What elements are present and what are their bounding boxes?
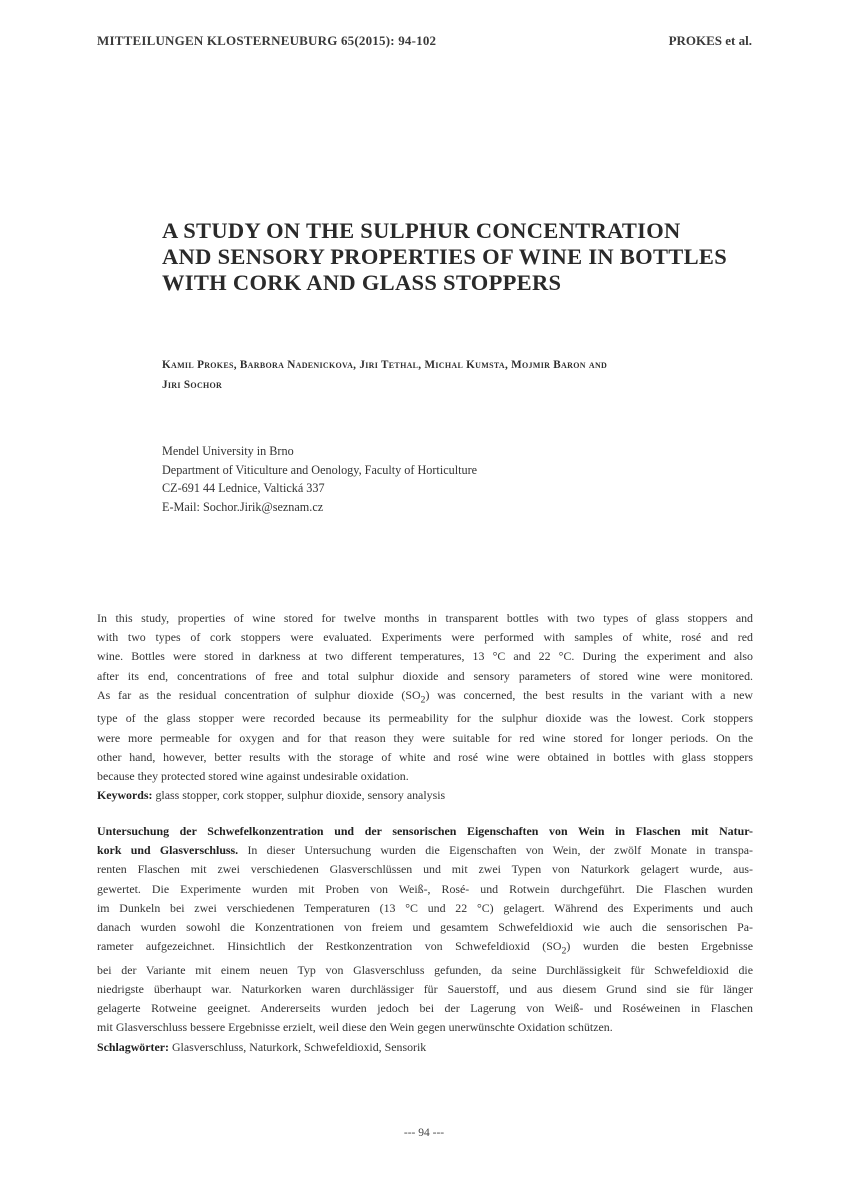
abstract-line: gelagerte Rotweine geeignet. Andererseits wurden jedoch bei der Lagerung von Weiß- und Roséweinen in Flaschen: [97, 1001, 753, 1016]
affiliation: [162, 442, 477, 516]
abstract-english: [97, 609, 753, 805]
keywords-label: Keywords:: [97, 788, 153, 803]
abstract-line: renten Flaschen mit zwei verschiedenen Glasverschlüssen und mit zwei Typen von Naturkork gelagert wurde, aus-: [97, 862, 753, 877]
abstract-text: ) was concerned, the best results in the variant with a new: [425, 687, 753, 702]
author-line: Kamil Prokes, Barbora Nadenickova, Jiri Tethal, Michal Kumsta, Mojmir Baron and: [162, 359, 608, 371]
abstract-line: In this study, properties of wine stored for twelve months in transparent bottles with two types of glass stoppers and: [97, 611, 753, 625]
abstract-line: niedrigste überhaupt war. Naturkorken waren durchlässiger für Sauerstoff, und aus diesem Grund sind sie für länger: [97, 982, 753, 996]
title-line: WITH CORK AND GLASS STOPPERS: [162, 270, 562, 295]
subscript: 2: [420, 694, 426, 706]
author-line: Jiri Sochor: [162, 379, 223, 391]
abstract-line: [97, 841, 753, 860]
keywords-line: [97, 786, 753, 805]
author-list: [162, 355, 752, 395]
keywords-text: glass stopper, cork stopper, sulphur dioxide, sensory analysis: [152, 788, 446, 803]
keywords-text: Glasverschluss, Naturkork, Schwefeldioxid, Sensorik: [168, 1039, 427, 1054]
title-line: A STUDY ON THE SULPHUR CONCENTRATION: [162, 218, 681, 243]
abstract-line: type of the glass stopper were recorded because its permeability for the sulphur dioxide was the lowest. Cork stoppers: [97, 711, 753, 726]
running-head-journal: MITTEILUNGEN KLOSTERNEUBURG 65(2015): 94-102: [97, 33, 437, 48]
affiliation-department: Department of Viticulture and Oenology, Faculty of Horticulture: [162, 462, 478, 477]
abstract-line: wine. Bottles were stored in darkness at two different temperatures, 13 °C and 22 °C. During the experiment and also: [97, 649, 753, 664]
abstract-line: [97, 686, 753, 710]
abstract-line: im Dunkeln bei zwei verschiedenen Temperaturen (13 °C und 22 °C) gelagert. Während des Experiments und auch: [97, 900, 753, 915]
abstract-line: with two types of cork stoppers were evaluated. Experiments were performed with samples of white, rosé and red: [97, 630, 753, 645]
abstract-line: danach wurden sowohl die Konzentrationen von freiem und gesamtem Schwefeldioxid wie auch die sensorischen Pa-: [97, 920, 753, 935]
paper-title: [162, 218, 762, 296]
affiliation-address: CZ-691 44 Lednice, Valtická 337: [162, 481, 325, 495]
abstract-text: ) wurden die besten Ergebnisse: [566, 939, 754, 954]
page-number: --- 94 ---: [403, 1127, 445, 1139]
abstract-german: [97, 822, 753, 1057]
german-title: kork und Glasverschluss.: [97, 843, 239, 858]
running-head-author: PROKES et al.: [668, 33, 752, 48]
abstract-line: after its end, concentrations of free and total sulphur dioxide and sensory parameters of stored wine were monitored.: [97, 668, 753, 683]
abstract-text: As far as the residual concentration of sulphur dioxide (SO: [97, 687, 421, 702]
affiliation-university: Mendel University in Brno: [162, 444, 294, 458]
abstract-line: because they protected stored wine against undesirable oxidation.: [97, 769, 409, 783]
abstract-text: In dieser Untersuchung wurden die Eigenschaften von Wein, der zwölf Monate in transpa-: [238, 843, 753, 858]
abstract-line: were more permeable for oxygen and for that reason they were suitable for red wine stored for longer periods. On the: [97, 730, 753, 745]
abstract-text: rameter aufgezeichnet. Hinsichtlich der Restkonzentration von Schwefeldioxid (SO: [97, 939, 562, 954]
abstract-line: bei der Variante mit einem neuen Typ von Glasverschluss gefunden, da seine Durchlässigkeit für Schwefeldioxid die: [97, 962, 753, 977]
subscript: 2: [561, 945, 567, 957]
keywords-line: [97, 1038, 753, 1057]
title-line: AND SENSORY PROPERTIES OF WINE IN BOTTLES: [162, 244, 728, 269]
abstract-title-line: [97, 822, 753, 841]
keywords-label: Schlagwörter:: [97, 1039, 169, 1054]
abstract-line: other hand, however, better results with the storage of white and rosé wine were obtained in bottles with glass stoppers: [97, 749, 753, 764]
abstract-line: mit Glasverschluss bessere Ergebnisse erzielt, weil diese den Wein gegen unerwünschte Oxidation schützen.: [97, 1020, 613, 1035]
abstract-line: [97, 937, 753, 961]
german-title: Untersuchung der Schwefelkonzentration und der sensorischen Eigenschaften von Wein in Flaschen mit Natur-: [97, 824, 753, 838]
affiliation-email: E-Mail: Sochor.Jirik@seznam.cz: [162, 499, 324, 514]
abstract-line: gewertet. Die Experimente wurden mit Proben von Weiß-, Rosé- und Rotwein durchgeführt. Die Flaschen wurden: [97, 881, 753, 896]
